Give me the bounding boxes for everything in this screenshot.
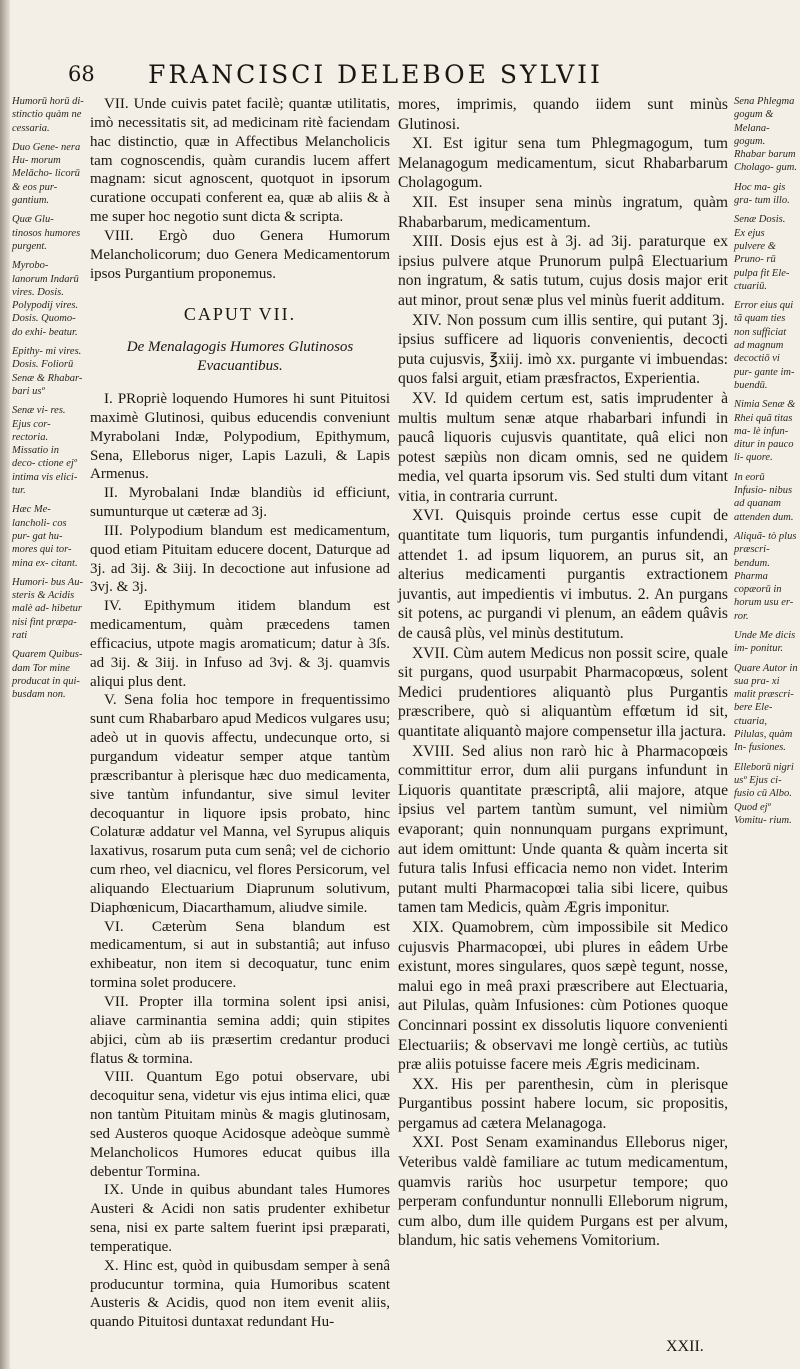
paragraph: XXI. Post Senam examinandus Elleborus niger, Veteribus valdè familiare ac tutum medicamentum, quamvis rariùs hoc usurpetur tempore; quo perperam confunduntur nonnulli Elleborum nigrum, cum albo, dum ille quidem Purgans est per alvum, blandum, hic satis vehemens Vomitorium. [398, 1134, 728, 1250]
catchword: XXII. [666, 1338, 704, 1355]
margin-note: Quæ Glu- tinosos humores purgent. [12, 214, 81, 252]
paragraph: IX. Unde in quibus abundant tales Humores Austeri & Acidi non satis prudenter exhibetur sena, nisi ex parte saltem fuerint ipsi præparati, temperatique. [90, 1182, 390, 1255]
margin-note: Quarem Quibus- dam Tor mine producat in qui- busdam non. [12, 649, 83, 701]
binding-gutter [0, 0, 10, 1369]
margin-note: Senæ Dosis. Ex ejus pulvere & Pruno- rū pulpa fit Ele- ctuariū. [734, 214, 790, 292]
page-header [0, 60, 800, 92]
margin-note: In eorū Infusio- nibus ad quanam attenden dum. [734, 471, 794, 523]
margin-note: Sena Phlegma gogum & Melana- gogum. Rhabar barum Cholago- gum. [734, 96, 797, 174]
paragraph: XI. Est igitur sena tum Phlegmagogum, tum Melanagogum medicamentum, sicut Rhabarbarum Cholagogum. [398, 135, 728, 192]
margin-note: Myrobo- lanorum Indarū vires. Dosis. Polypodij vires. Dosis. Quomo- do exhi- beatur. [12, 260, 79, 338]
page-number: 68 [68, 62, 95, 86]
margin-note: Senæ vi- res. Ejus cor- rectoria. Missatio in deco- ctione ejº intima vis elici- tur. [12, 405, 78, 497]
margin-note: Aliquã- tò plus præscri- bendum. Pharma copæorū in horum usu er- ror. [734, 530, 797, 622]
paragraph: mores, imprimis, quando iidem sunt minùs Glutinosi. [398, 96, 728, 133]
paragraph: XVIII. Sed alius non rarò hic à Pharmacopœis committitur error, dum alii purgans infundunt in Liquoris quantitate præscriptâ, alii majore, atque ipsius vel partem tantùm sumunt, vel nimiùm evaporant; quin nonnunquam purgans exprimunt, aut idem omittunt: Unde quanta & quàm incerta sit futura talis Infusi efficacia nemo non videt. Interim putant multi Pharmacopœi talia sibi licere, quibus tamen tam Medicis, quàm Ægris imponitur. [398, 742, 728, 917]
right-text-column [398, 95, 728, 1251]
chapter-heading: CAPUT VII. [183, 304, 297, 325]
paragraph: XIV. Non possum cum illis sentire, qui putant 3j. ipsius sufficere ad liquoris convenientis, decocti puta cujusvis, ℥xiij. imò xx. purgante vi imbuendas: quos falsi arguit, etiam præsfractos, Experientia. [398, 311, 728, 388]
right-margin-notes [734, 95, 798, 833]
paragraph: XVII. Cùm autem Medicus non possit scire, quale sit purgans, quod usurpabit Pharmacopœus, solent Medici prudentiores aliquantò plus Purgantis præscribere, quò si aliquantùm effœtum id sit, quantitate aliquantò majore compensetur illa jactura. [398, 644, 728, 740]
paragraph: IV. Epithymum itidem blandum est medicamentum, quàm præcedens tamen efficacius, utpote magis aromaticum; datur à 3ſs. ad 3ij. & 3iij. in Infuso ad 3vj. & 3j. quamvis aliqui plus dent. [90, 598, 390, 690]
paragraph: VII. Unde cuivis patet facilè; quantæ utilitatis, imò necessitatis sit, ad medicinam ritè faciendam hac distinctio, quæ in Affectibus Melancholicis tam cognoscendis, quàm curandis lucem affert magnam: sicut agnoscent, quotquot in ipsorum curatione occupati conferent ea, quæ ab aliis & à me super hoc negotio sunt dicta & scripta. [90, 96, 390, 226]
running-title: FRANCISCI DELEBOE SYLVII [148, 60, 603, 89]
margin-note: Hoc ma- gis gra- tum illo. [734, 181, 790, 207]
margin-note: Nimia Senæ & Rhei quã titas ma- lè infun- ditur in pauco li- quore. [734, 399, 796, 464]
paragraph: XII. Est insuper sena minùs ingratum, quàm Rhabarbarum, medicamentum. [398, 193, 728, 231]
left-margin-notes [12, 95, 84, 707]
paragraph: I. PRopriè loquendo Humores hi sunt Pituitosi maximè Glutinosi, quibus educendis conveniunt Myrabolani Indæ, Polypodium, Epithymum, Sena, Elleborus niger, Lapis Lazuli, & Lapis Armenus. [90, 390, 390, 483]
paragraph: V. Sena folia hoc tempore in frequentissimo sunt cum Rhabarbaro apud Medicos vulgares usu; adeò ut in quovis affectu, undecunque orto, si purgandum videatur semper atque tantùm præscribantur à plerisque hæc duo medicamenta, sive tantùm infundantur, sive simul leviter decoquantur in liquore ipsis probato, hinc Colaturæ addatur vel Manna, vel Syrupus aliquis laxativus, rosarum puta cum senâ; vel de cichorio cum rheo, vel diacnicu, vel flores Persicorum, vel aliquando Electuarium Diaprunum solutivum, Diaphœnicum, Diacarthamum, aliudve simile. [90, 692, 390, 916]
paragraph: XVI. Quisquis proinde certus esse cupit de quantitate tum liquoris, tum purgantis infundendi, attendet 1. ad ipsum liquorem, an purus sit, an alterius medicamenti purgantis extractionem juvantis, aut impedientis vi imbutus. 2. An purgans sit potens, ac purgandi vi plenum, an eâdem quâvis de causâ plùs, vel minùs destitutum. [398, 507, 728, 643]
paragraph: XIII. Dosis ejus est à 3j. ad 3ij. paraturque ex ipsius pulvere atque Prunorum pulpâ Electuarium non ingratum, & satis tutum, cujus dosis major erit aut minor, prout senæ plus vel minùs fuerit additum. [398, 233, 728, 309]
left-text-column [90, 95, 390, 1332]
paragraph: X. Hinc est, quòd in quibusdam semper à senâ producuntur tormina, quia Humoribus scatent Austeris & Acidis, quod non item evenit aliis, quando Pituitosi duntaxat redundant Hu- [90, 1257, 390, 1331]
paragraph: VI. Cæterùm Sena blandum est medicamentum, si aut in substantiâ; aut infuso exhibeatur, non item si decoquatur, tunc enim tormina solet producere. [90, 918, 390, 992]
paragraph: VII. Propter illa tormina solent ipsi anisi, aliave carminantia semina addi; quin stipites abjici, cùm ab iis præsertim credantur produci flatus & tormina. [90, 993, 390, 1067]
margin-note: Error eius qui tã quam ties non sufficiat ad magnum decoctiō vi pur- gante im- buendū. [734, 300, 795, 391]
paragraph: VIII. Ergò duo Genera Humorum Melancholicorum; duo Genera Medicamentorum ipsos Purgantium proponemus. [90, 227, 390, 282]
paragraph: VIII. Quantum Ego potui observare, ubi decoquitur sena, videtur vis ejus intima elici, quæ non tantùm Pituitam minùs & magis glutinosam, sed Austeros quoque Acidosque adeòque summè Melancholicos Humores educat quibus illa debentur Tormina. [90, 1069, 390, 1180]
paragraph: XV. Id quidem certum est, satis imprudenter à multis multum senæ atque rhabarbari infundi in paucâ liquoris cujusvis quantitate, quâ elici non potest sæpiùs non dicam omnis, sed ne quidem media, vel quarta ipsorum vis. Sed stulti dum vitant vitia, in contraria currunt. [398, 389, 728, 505]
paragraph: XIX. Quamobrem, cùm impossibile sit Medico cujusvis Pharmacopœi, ubi plures in eâdem Urbe existunt, mores singulares, quos sæpè tegunt, nosse, malui ego in meâ praxi præscribere aut Electuaria, aut Pilulas, quàm Infusiones: cùm Potiones quoque Concinnari possint ex dissolutis liquore convenienti Electuariis; & observavi me longè certiùs, ac tutiùs præ aliis potuisse facere meis Ægris medicinam. [398, 918, 728, 1074]
margin-note: Unde Me dicis im- ponitur. [734, 629, 796, 655]
margin-note: Hæc Me- lancholi- cos pur- gat hu- mores qui tor- mina ex- citant. [12, 504, 78, 569]
margin-note: Epithy- mi vires. Dosis. Foliorū Senæ & Rhabar- bari usº [12, 346, 83, 397]
margin-note: Elleborū nigri usº Ejus ci- fusio cū Albo. Quod ejº Vomitu- rium. [734, 761, 794, 826]
paragraph: III. Polypodium blandum est medicamentum, quod etiam Pituitam educere docent, Daturque ad 3j. ad 3ij. & 3iij. In decoctione aut infusione ad 3vj. & 3j. [90, 522, 390, 596]
paragraph: XX. His per parenthesin, cùm in plerisque Purgantibus possint habere locum, sic propositis, pergamus ad cætera Melanagoga. [398, 1075, 728, 1132]
paragraph: II. Myrobalani Indæ blandiùs id efficiunt, sumunturque ut cæteræ ad 3j. [90, 485, 390, 521]
margin-note: Duo Gene- nera Hu- morum Melācho- licorū & eos pur- gantium. [12, 141, 81, 207]
margin-note: Humorū horū di- stinctio quàm ne cessaria. [12, 96, 84, 134]
margin-note: Humori- bus Au- steris & Acidis malè ad- hibetur nisi fint præpa- rati [12, 576, 83, 641]
margin-note: Quare Autor in sua pra- xi malit præscri- bere Ele- ctuaria, Pilulas, quàm In- fusiones. [734, 662, 798, 754]
chapter-subtitle: De Menalagogis Humores Glutinosos Evacuantibus. [126, 339, 354, 375]
